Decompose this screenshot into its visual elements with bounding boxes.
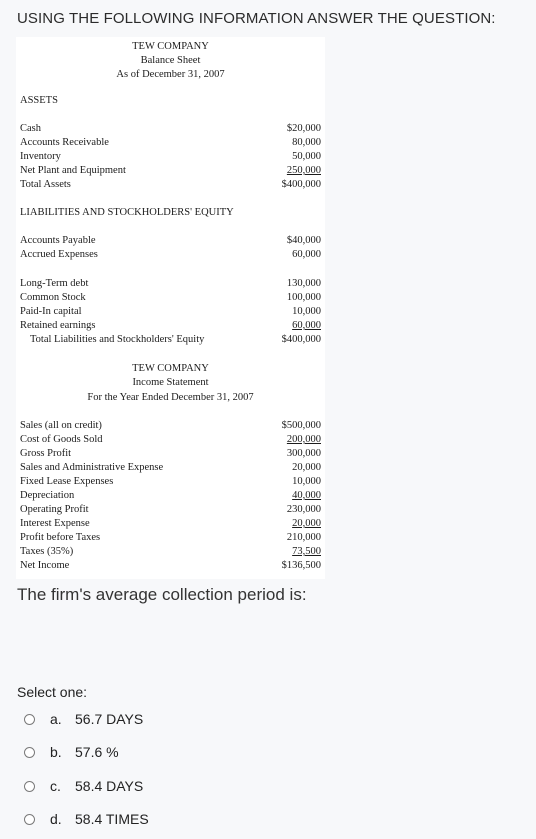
income-label: Operating Profit [20, 504, 89, 515]
income-value: 200,000 [286, 434, 321, 445]
option-letter: d. [50, 811, 62, 827]
asset-value: $400,000 [281, 179, 321, 190]
income-label: Interest Expense [20, 518, 90, 529]
answer-option-c[interactable] [24, 776, 143, 796]
liability-label: Accounts Payable [20, 235, 96, 246]
radio-button-icon[interactable] [24, 747, 35, 758]
liability-label: Accrued Expenses [20, 249, 98, 260]
bs-company: TEW COMPANY [132, 41, 209, 52]
income-label: Sales (all on credit) [20, 420, 102, 431]
bs-title: Balance Sheet [140, 55, 201, 66]
radio-button-icon[interactable] [24, 781, 35, 792]
radio-button-icon[interactable] [24, 714, 35, 725]
option-letter: a. [50, 711, 62, 727]
income-label: Net Income [20, 560, 70, 571]
asset-value: 250,000 [286, 165, 321, 176]
income-value: 20,000 [292, 462, 321, 473]
asset-label: Cash [20, 123, 41, 134]
income-label: Profit before Taxes [20, 532, 101, 543]
income-value: 40,000 [292, 490, 321, 501]
equity-label: Paid-In capital [20, 306, 82, 317]
asset-value: 50,000 [292, 151, 321, 162]
liability-label: Long-Term debt [20, 278, 89, 289]
income-value: 230,000 [286, 504, 321, 515]
option-text: 58.4 DAYS [75, 778, 144, 794]
question-heading: USING THE FOLLOWING INFORMATION ANSWER THE QUESTION: [17, 10, 496, 27]
option-letter: b. [50, 744, 62, 760]
liability-value: 130,000 [286, 278, 321, 289]
equity-label: Retained earnings [20, 320, 96, 331]
equity-value: 100,000 [286, 292, 321, 303]
answer-option-a[interactable] [24, 709, 143, 729]
asset-label: Accounts Receivable [20, 137, 109, 148]
income-label: Fixed Lease Expenses [20, 476, 114, 487]
liability-value: $40,000 [286, 235, 321, 246]
is-period: For the Year Ended December 31, 2007 [87, 392, 254, 403]
question-text: The firm's average collection period is: [17, 585, 307, 604]
asset-value: $20,000 [286, 123, 321, 134]
income-value: 10,000 [292, 476, 321, 487]
total-liabilities-value: $400,000 [281, 334, 321, 345]
liability-value: 60,000 [292, 249, 321, 260]
asset-label: Net Plant and Equipment [20, 165, 126, 176]
income-value: $136,500 [281, 560, 321, 571]
asset-label: Total Assets [20, 179, 71, 190]
income-value: 20,000 [292, 518, 321, 529]
asset-value: 80,000 [292, 137, 321, 148]
option-text: 58.4 TIMES [75, 811, 149, 827]
equity-value: 10,000 [292, 306, 321, 317]
income-label: Taxes (35%) [20, 546, 74, 557]
bs-date: As of December 31, 2007 [116, 69, 225, 80]
answer-option-b[interactable] [24, 742, 119, 762]
income-value: 73,500 [292, 546, 321, 557]
option-text: 57.6 % [75, 744, 119, 760]
income-label: Depreciation [20, 490, 75, 501]
assets-header: ASSETS [20, 95, 58, 106]
equity-value: 60,000 [292, 320, 321, 331]
liabilities-header: LIABILITIES AND STOCKHOLDERS' EQUITY [20, 207, 234, 218]
equity-label: Common Stock [20, 292, 86, 303]
income-value: 210,000 [286, 532, 321, 543]
income-label: Sales and Administrative Expense [20, 462, 164, 473]
income-label: Gross Profit [20, 448, 72, 459]
option-text: 56.7 DAYS [75, 711, 144, 727]
option-letter: c. [50, 778, 61, 794]
radio-button-icon[interactable] [24, 814, 35, 825]
financial-statements-image [16, 37, 325, 579]
is-company: TEW COMPANY [132, 363, 209, 374]
answer-option-d[interactable] [24, 809, 149, 829]
is-title: Income Statement [132, 377, 209, 388]
income-value: 300,000 [286, 448, 321, 459]
select-one-label: Select one: [17, 684, 88, 700]
total-liabilities-label: Total Liabilities and Stockholders' Equity [30, 334, 205, 345]
income-value: $500,000 [281, 420, 321, 431]
income-label: Cost of Goods Sold [20, 434, 103, 445]
asset-label: Inventory [20, 151, 61, 162]
